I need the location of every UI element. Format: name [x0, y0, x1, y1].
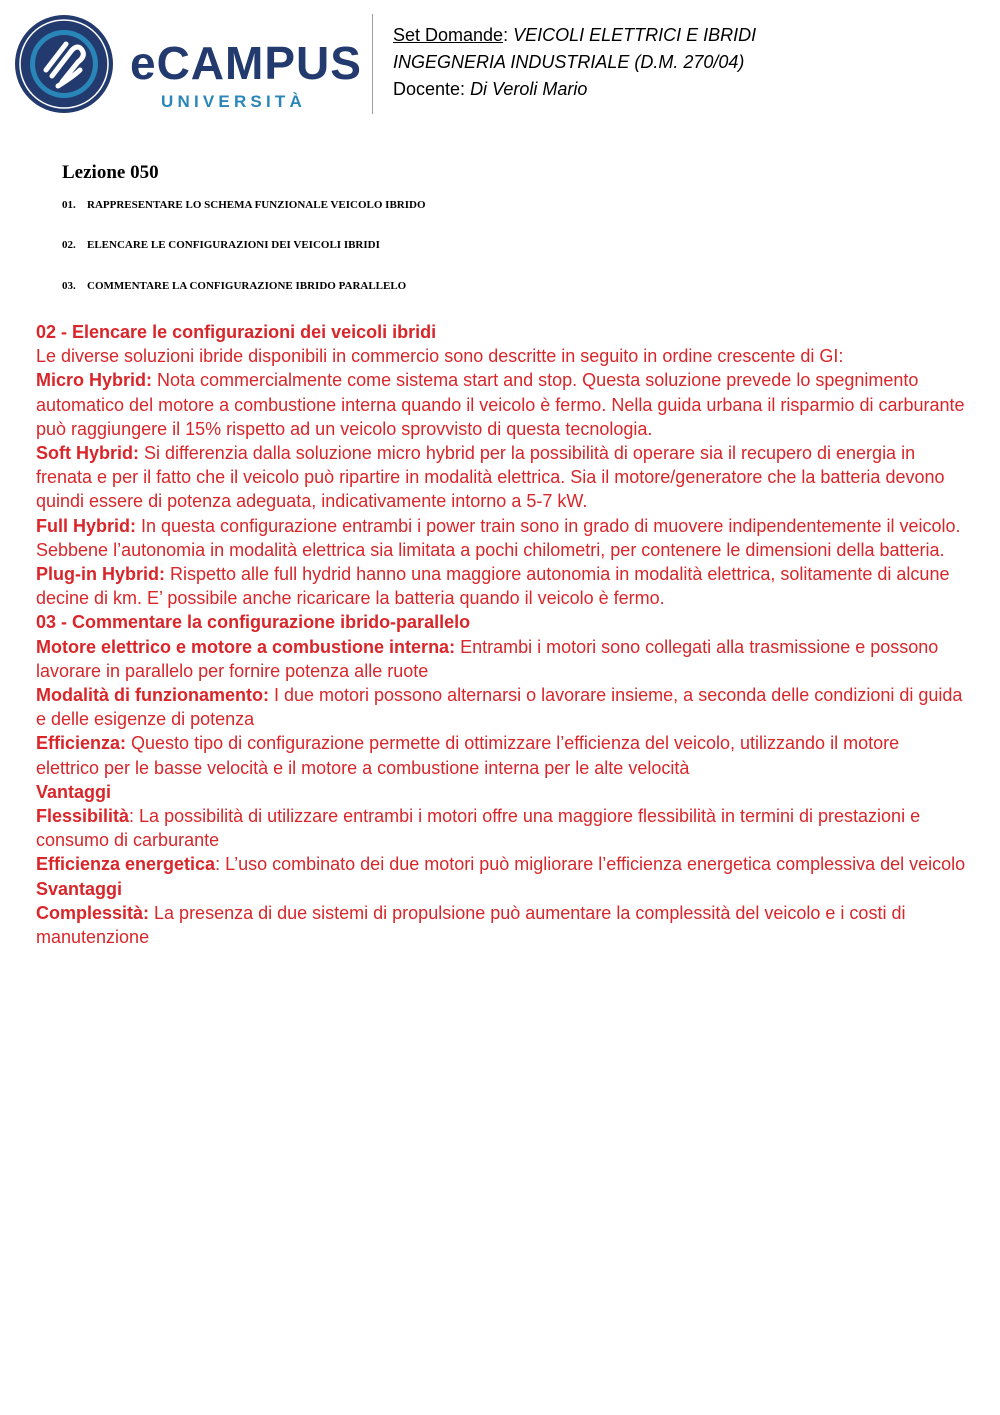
term-description: Rispetto alle full hydrid hanno una maggiore autonomia in modalità elettrica, solitamente di alcune decine di km. E’ possibile anche ricaricare la batteria quando il veicolo è fermo. [36, 564, 950, 609]
question-item [62, 280, 406, 292]
term-label: Motore elettrico e motore a combustione interna: [36, 636, 456, 657]
term-label: Efficienza: [36, 733, 127, 754]
set-label: Set Domande [393, 25, 504, 45]
lesson-title: Lezione 050 [62, 162, 159, 183]
question-number: 02. [62, 239, 76, 251]
term-description: : La possibilità di utilizzare entrambi i motori offre una maggiore flessibilità in termini di prestazioni e consumo di carburante [36, 806, 921, 851]
plugin-hybrid-paragraph [36, 562, 966, 610]
teacher-name: Di Veroli Mario [470, 79, 588, 99]
question-item [62, 199, 426, 211]
question-item [62, 239, 380, 251]
ecampus-seal-logo [14, 14, 114, 114]
term-description: In questa configurazione entrambi i power train sono in grado di muovere indipendentemente il veicolo. Sebbene l’autonomia in modalità elettrica sia limitata a pochi chilometri, per contenere le dimensioni della batteria. [36, 515, 961, 560]
modalita-paragraph [36, 683, 966, 731]
micro-hybrid-paragraph [36, 368, 966, 441]
motori-paragraph [36, 635, 966, 683]
term-label: Plug-in Hybrid: [36, 564, 165, 585]
question-text: ELENCARE LE CONFIGURAZIONI DEI VEICOLI IBRIDI [87, 239, 380, 251]
soft-hybrid-paragraph [36, 441, 966, 514]
full-hybrid-paragraph [36, 514, 966, 562]
question-text: RAPPRESENTARE LO SCHEMA FUNZIONALE VEICOLO IBRIDO [87, 199, 426, 211]
answer-body [36, 320, 966, 949]
teacher-line [393, 76, 756, 103]
term-description: Entrambi i motori sono collegati alla trasmissione e possono lavorare in parallelo per fornire potenza alle ruote [36, 636, 939, 681]
term-description: Questo tipo di configurazione permette di ottimizzare l’efficienza del veicolo, utilizzando il motore elettrico per le basse velocità e il motore a combustione interna per le alte velocità [36, 733, 900, 778]
course-info [393, 22, 756, 103]
flessibilita-paragraph [36, 804, 966, 852]
degree-name: INGEGNERIA INDUSTRIALE (D.M. 270/04) [393, 52, 745, 72]
header-divider [372, 14, 373, 114]
section-02-intro: Le diverse soluzioni ibride disponibili in commercio sono descritte in seguito in ordine crescente di GI: [36, 346, 844, 367]
term-label: Modalità di funzionamento: [36, 685, 269, 706]
svantaggi-heading: Svantaggi [36, 878, 123, 899]
universita-wordmark: UNIVERSITÀ [161, 92, 306, 111]
set-line: Set Domande: VEICOLI ELETTRICI E IBRIDI [393, 25, 757, 45]
term-label: Full Hybrid: [36, 515, 136, 536]
ecampus-wordmark: eCAMPUS [130, 37, 362, 89]
efficienza-energetica-paragraph [36, 852, 966, 876]
question-number: 03. [62, 280, 76, 292]
term-label: Complessità: [36, 902, 150, 923]
term-description: : L’uso combinato dei due motori può migliorare l’efficienza energetica complessiva del veicolo [215, 854, 966, 875]
term-label: Efficienza energetica [36, 854, 216, 875]
teacher-label: Docente: [393, 79, 466, 99]
lesson-heading [62, 162, 159, 184]
term-label: Flessibilità [36, 806, 130, 827]
question-text: COMMENTARE LA CONFIGURAZIONE IBRIDO PARALLELO [87, 280, 407, 292]
document-header [0, 0, 1000, 130]
term-label: Micro Hybrid: [36, 370, 153, 391]
question-number: 01. [62, 199, 76, 211]
degree-line [393, 49, 756, 76]
course-name: VEICOLI ELETTRICI E IBRIDI [513, 25, 757, 45]
complessita-paragraph [36, 901, 966, 949]
vantaggi-heading: Vantaggi [36, 781, 112, 802]
section-02-title: 02 - Elencare le configurazioni dei veicoli ibridi [36, 322, 437, 342]
term-description: Si differenzia dalla soluzione micro hybrid per la possibilità di operare sia il recupero di energia in frenata e per il fatto che il veicolo può ripartire in modalità elettrica. Sia il motore/generatore che la batteria devono quindi essere di potenza adeguata, indicativamente intorno a 5-7 kW. [36, 443, 945, 512]
term-label: Soft Hybrid: [36, 443, 139, 464]
efficienza-paragraph [36, 731, 966, 779]
section-03-title: 03 - Commentare la configurazione ibrido-parallelo [36, 612, 471, 633]
term-description: Nota commercialmente come sistema start and stop. Questa soluzione prevede lo spegnimento automatico del motore a combustione interna quando il veicolo è fermo. Nella guida urbana il risparmio di carburante può raggiungere il 15% rispetto ad un veicolo sprovvisto di questa tecnologia. [36, 370, 965, 439]
term-description: La presenza di due sistemi di propulsione può aumentare la complessità del veicolo e i costi di manutenzione [36, 902, 906, 948]
term-description: I due motori possono alternarsi o lavorare insieme, a seconda delle condizioni di guida e delle esigenze di potenza [36, 685, 963, 730]
